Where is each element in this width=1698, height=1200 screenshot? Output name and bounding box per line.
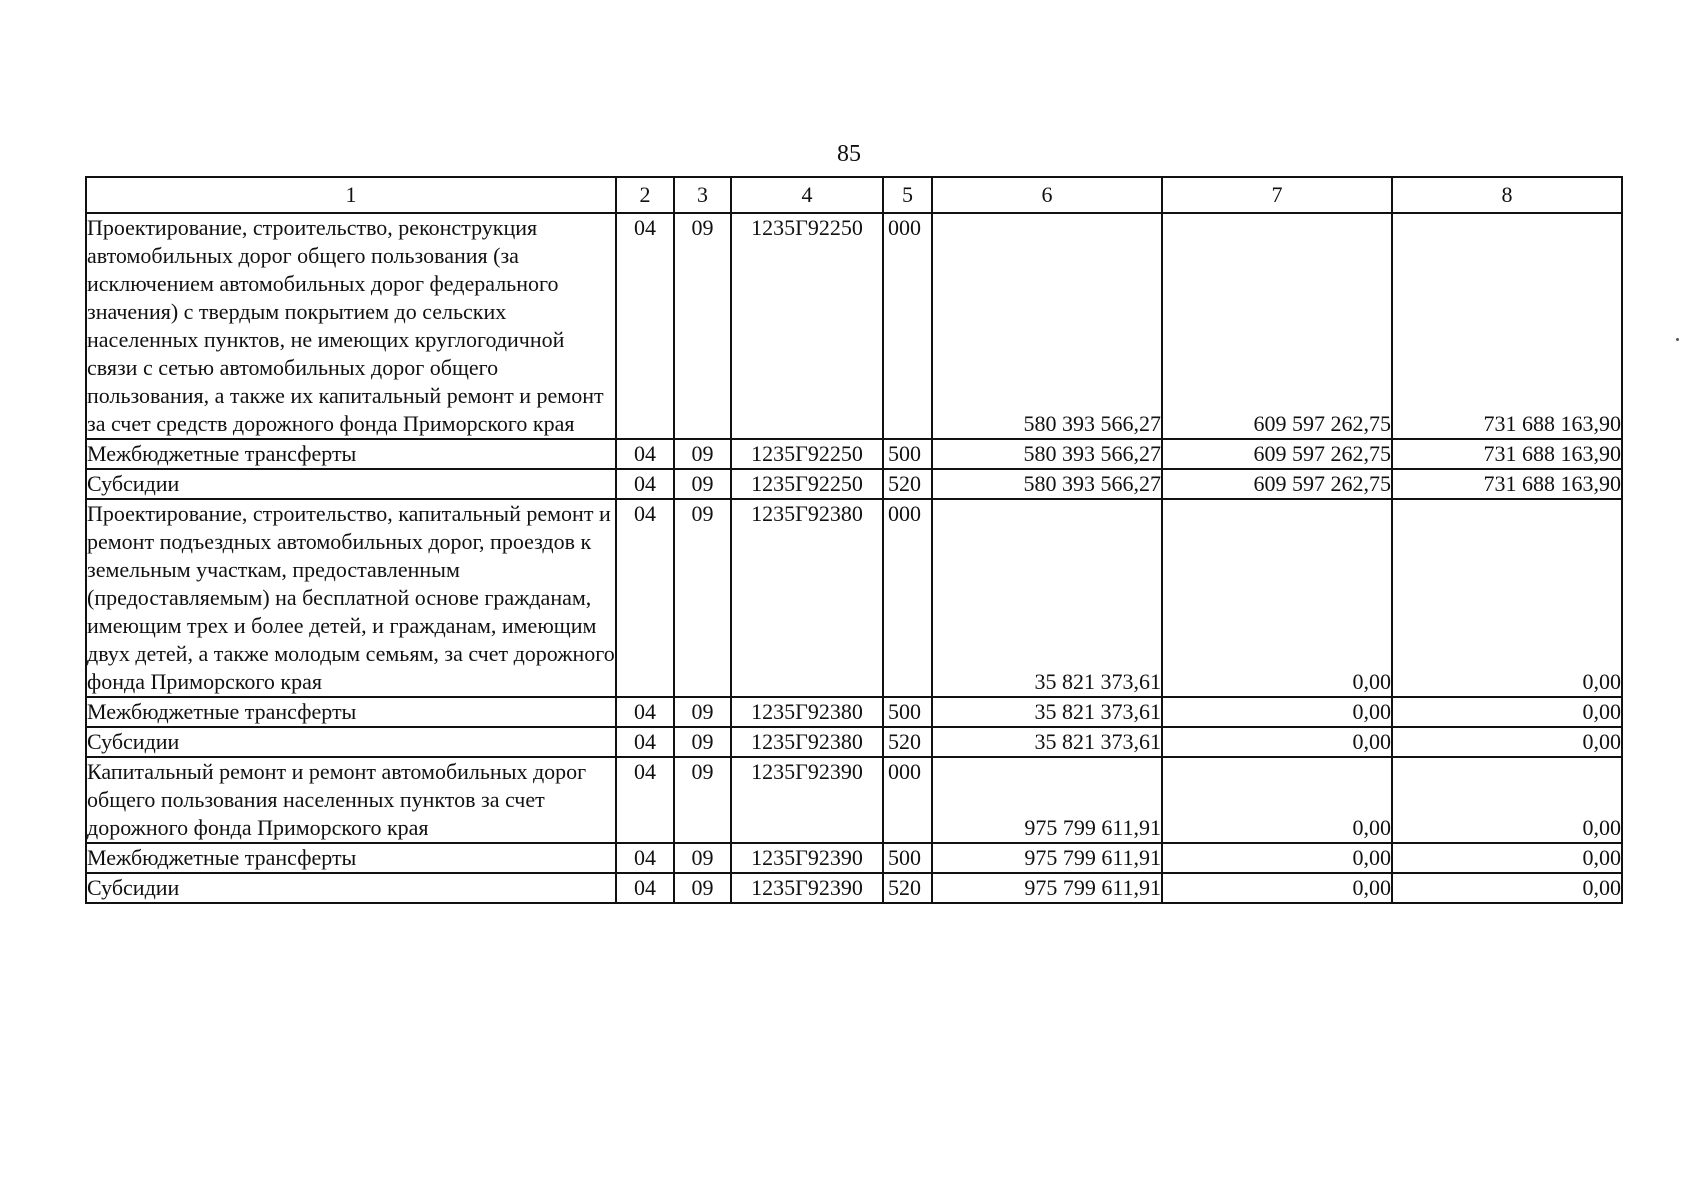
table-row [86, 499, 1622, 697]
expense-type-code: 000 [883, 757, 932, 843]
subsection-code: 09 [674, 727, 731, 757]
target-item-code: 1235Г92250 [731, 439, 883, 469]
table-row [86, 727, 1622, 757]
expense-type-code: 520 [883, 727, 932, 757]
column-header: 2 [616, 177, 674, 213]
budget-table [85, 176, 1623, 904]
scan-speck [1676, 338, 1679, 341]
subsection-code: 09 [674, 757, 731, 843]
amount-col-6: 975 799 611,91 [932, 843, 1162, 873]
target-item-code: 1235Г92250 [731, 469, 883, 499]
row-name: Проектирование, строительство, реконструкция автомобильных дорог общего пользования (за исключением автомобильных дорог федерального значения) с твердым покрытием до сельских населенных пунктов, не имеющих круглогодичной связи с сетью автомобильных дорог общего пользования, а также их капитальный ремонт и ремонт за счет средств дорожного фонда Приморского края [86, 213, 616, 439]
section-code: 04 [616, 727, 674, 757]
subsection-code: 09 [674, 873, 731, 903]
section-code: 04 [616, 213, 674, 439]
section-code: 04 [616, 469, 674, 499]
amount-col-7: 0,00 [1162, 757, 1392, 843]
row-name: Субсидии [86, 727, 616, 757]
amount-col-7: 609 597 262,75 [1162, 439, 1392, 469]
amount-col-8: 0,00 [1392, 697, 1622, 727]
amount-col-6: 975 799 611,91 [932, 757, 1162, 843]
amount-col-7: 0,00 [1162, 697, 1392, 727]
row-name: Межбюджетные трансферты [86, 439, 616, 469]
amount-col-7: 0,00 [1162, 727, 1392, 757]
column-header: 5 [883, 177, 932, 213]
column-header: 1 [86, 177, 616, 213]
amount-col-7: 609 597 262,75 [1162, 213, 1392, 439]
amount-col-8: 0,00 [1392, 873, 1622, 903]
column-header: 6 [932, 177, 1162, 213]
expense-type-code: 000 [883, 499, 932, 697]
amount-col-7: 0,00 [1162, 499, 1392, 697]
amount-col-6: 35 821 373,61 [932, 499, 1162, 697]
section-code: 04 [616, 697, 674, 727]
table-row [86, 697, 1622, 727]
amount-col-8: 0,00 [1392, 757, 1622, 843]
row-name: Субсидии [86, 469, 616, 499]
amount-col-8: 0,00 [1392, 843, 1622, 873]
target-item-code: 1235Г92390 [731, 757, 883, 843]
amount-col-7: 0,00 [1162, 873, 1392, 903]
table-row [86, 469, 1622, 499]
subsection-code: 09 [674, 469, 731, 499]
target-item-code: 1235Г92380 [731, 697, 883, 727]
expense-type-code: 000 [883, 213, 932, 439]
amount-col-6: 580 393 566,27 [932, 213, 1162, 439]
section-code: 04 [616, 757, 674, 843]
row-name: Капитальный ремонт и ремонт автомобильных дорог общего пользования населенных пунктов за счет дорожного фонда Приморского края [86, 757, 616, 843]
table-row [86, 757, 1622, 843]
amount-col-8: 731 688 163,90 [1392, 213, 1622, 439]
row-name: Проектирование, строительство, капитальный ремонт и ремонт подъездных автомобильных дорог, проездов к земельным участкам, предоставленным (предоставляемым) на бесплатной основе гражданам, имеющим трех и более детей, и гражданам, имеющим двух детей, а также молодым семьям, за счет дорожного фонда Приморского края [86, 499, 616, 697]
subsection-code: 09 [674, 213, 731, 439]
table-row [86, 843, 1622, 873]
amount-col-8: 731 688 163,90 [1392, 469, 1622, 499]
amount-col-8: 0,00 [1392, 499, 1622, 697]
page-number: 85 [837, 141, 861, 167]
amount-col-6: 975 799 611,91 [932, 873, 1162, 903]
expense-type-code: 520 [883, 469, 932, 499]
expense-type-code: 500 [883, 697, 932, 727]
table-row [86, 439, 1622, 469]
expense-type-code: 500 [883, 439, 932, 469]
column-header: 4 [731, 177, 883, 213]
amount-col-6: 580 393 566,27 [932, 439, 1162, 469]
target-item-code: 1235Г92390 [731, 873, 883, 903]
subsection-code: 09 [674, 697, 731, 727]
table-row [86, 873, 1622, 903]
row-name: Межбюджетные трансферты [86, 697, 616, 727]
row-name: Межбюджетные трансферты [86, 843, 616, 873]
column-header: 3 [674, 177, 731, 213]
target-item-code: 1235Г92380 [731, 499, 883, 697]
subsection-code: 09 [674, 499, 731, 697]
table-row [86, 213, 1622, 439]
header-row [86, 177, 1622, 213]
expense-type-code: 520 [883, 873, 932, 903]
target-item-code: 1235Г92380 [731, 727, 883, 757]
row-name: Субсидии [86, 873, 616, 903]
expense-type-code: 500 [883, 843, 932, 873]
subsection-code: 09 [674, 843, 731, 873]
amount-col-6: 35 821 373,61 [932, 697, 1162, 727]
amount-col-7: 609 597 262,75 [1162, 469, 1392, 499]
section-code: 04 [616, 439, 674, 469]
amount-col-8: 731 688 163,90 [1392, 439, 1622, 469]
amount-col-6: 35 821 373,61 [932, 727, 1162, 757]
target-item-code: 1235Г92390 [731, 843, 883, 873]
section-code: 04 [616, 873, 674, 903]
column-header: 7 [1162, 177, 1392, 213]
amount-col-7: 0,00 [1162, 843, 1392, 873]
section-code: 04 [616, 499, 674, 697]
section-code: 04 [616, 843, 674, 873]
target-item-code: 1235Г92250 [731, 213, 883, 439]
amount-col-6: 580 393 566,27 [932, 469, 1162, 499]
column-header: 8 [1392, 177, 1622, 213]
subsection-code: 09 [674, 439, 731, 469]
amount-col-8: 0,00 [1392, 727, 1622, 757]
